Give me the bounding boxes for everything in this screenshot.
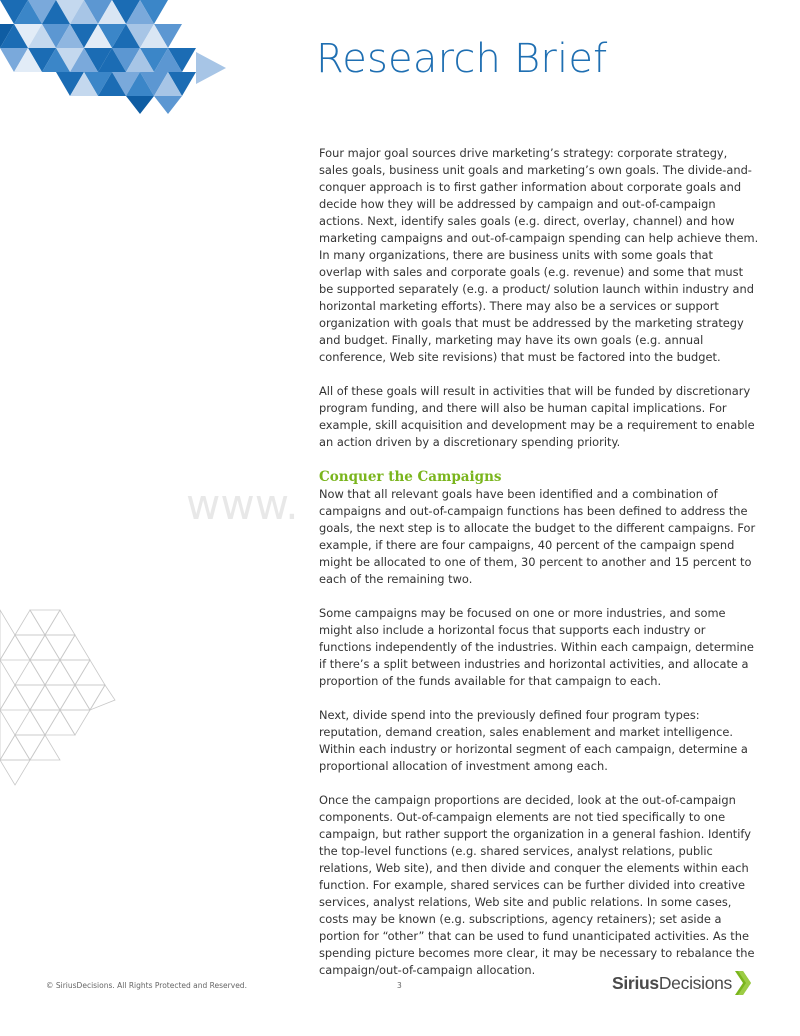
logo-text-regular: Decisions [658, 972, 733, 993]
paragraph-goal-sources: Four major goal sources drive marketing’s strategy: corporate strategy, sales goals, business unit goals and marketing’s own goals. The divide-and-conquer approach is to first gather information about corporate goals and decide how they will be addressed by campaign and out-of-campaign actions. Next, identify sales goals (e.g. direct, overlay, channel) and how marketing campaigns and out-of-campaign spending can help achieve them. In many organizations, there are business units with some goals that overlap with sales and corporate goals (e.g. revenue) and some that must be supported separately (e.g. a product/ solution launch within industry and horizontal marketing efforts). There may also be a services or support organization with goals that must be addressed by the marketing strategy and budget. Finally, marketing may have its own goals (e.g. annual conference, Web site revisions) that must be factored into the budget. [319, 146, 759, 364]
decorative-triangle-pattern-left [0, 600, 120, 800]
paragraph-allocate-budget: Now that all relevant goals have been identified and a combination of campaigns and out-of-campaign functions has been defined to address the goals, the next step is to allocate the budget to the different campaigns. For example, if there are four campaigns, 40 percent of the campaign spend might be allocated to one of them, 30 percent to another and 15 percent to each of the remaining two. [319, 487, 756, 586]
logo-text-bold: Sirius [612, 972, 659, 993]
footer-copyright: © SiriusDecisions. All Rights Protected and Reserved. [46, 981, 247, 990]
section-heading: Conquer the Campaigns [319, 469, 502, 485]
page-title: Research Brief [316, 36, 608, 82]
decorative-triangle-pattern-top [0, 0, 230, 120]
paragraph-program-types: Next, divide spend into the previously defined four program types: reputation, demand creation, sales enablement and market intelligence. Within each industry or horizontal segment of each campaign, determine a proportional allocation of investment among each. [319, 708, 748, 773]
paragraph-industries-horizontal: Some campaigns may be focused on one or more industries, and some might also include a horizontal focus that supports each industry or functions independently of the industries. Within each campaign, determine if there’s a split between industries and horizontal activities, and allocate a proportion of the funds available for that campaign to each. [319, 606, 754, 688]
paragraph-out-of-campaign: Once the campaign proportions are decided, look at the out-of-campaign components. Out-of-campaign elements are not tied specifically to one campaign, but rather support the organization in a general fashion. Identify the top-level functions (e.g. shared services, analyst relations, public relations, Web site), and then divide and conquer the elements within each function. For example, shared services can be further divided into creative services, analyst relations, Web site and public relations. In some cases, costs may be known (e.g. subscriptions, agency retainers); set aside a portion for “other” that can be used to fund unanticipated activities. As the spending picture becomes more clear, it may be necessary to rebalance the campaign/out-of-campaign allocation. [319, 793, 755, 977]
document-body [319, 145, 759, 996]
watermark: www. [186, 480, 299, 529]
paragraph-activities-funding: All of these goals will result in activities that will be funded by discretionary program funding, and there will also be human capital implications. For example, skill acquisition and development may be a requirement to enable an action driven by a discretionary spending priority. [319, 384, 755, 449]
page-number: 3 [397, 981, 402, 990]
